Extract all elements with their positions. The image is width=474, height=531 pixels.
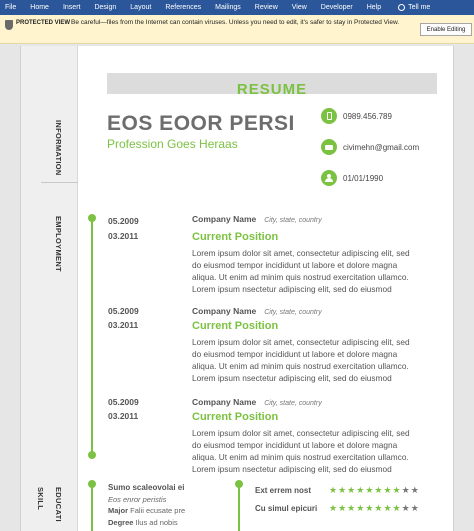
contact-phone [321,108,392,124]
candidate-profession: Profession Goes Heraas [107,137,238,151]
section-label-skill: SKILL [36,487,45,511]
job-description-line: aliqua. Ut enim ad minim quis nostrud exercitation ullamco. [192,272,409,282]
star-icon: ★ [356,485,365,495]
job-description-line: do eiusmod tempor incididunt ut labore et dolore magna [192,440,398,450]
education-degree [108,518,178,527]
section-label-information: INFORMATION [54,120,63,176]
job-company-name: Company Name [192,397,257,407]
star-icon: ★ [365,503,374,513]
tab-design[interactable]: Design [94,4,117,11]
star-icon: ★ [392,485,401,495]
education-major [108,506,185,515]
star-icon: ★ [401,485,410,495]
job-description-line: do eiusmod tempor incididunt ut labore et dolore magna [192,349,398,359]
job-start-date: 05.2009 [108,397,139,407]
job-description [192,247,437,295]
star-icon: ★ [329,503,338,513]
job-end-date: 03.2011 [108,231,139,241]
star-icon: ★ [356,503,365,513]
resume-heading-bar [107,73,437,94]
employment-timeline [91,218,93,456]
star-icon: ★ [338,503,347,513]
tab-help[interactable]: Help [366,4,382,11]
job-end-date: 03.2011 [108,411,139,421]
star-icon: ★ [365,485,374,495]
star-icon: ★ [347,485,356,495]
star-icon: ★ [374,485,383,495]
education-school: Sumo scaleovolai ei [108,483,185,492]
candidate-name: EOS EOOR PERSI [107,112,295,135]
timeline-dot [88,451,96,459]
skill-rating [329,486,419,495]
star-icon: ★ [338,485,347,495]
education-subtitle: Eos enror peristis [108,495,167,504]
timeline-dot [88,214,96,222]
star-icon: ★ [401,503,410,513]
job-position: Current Position [192,231,279,243]
job-description-line: Lorem ipsum nsectetur adipiscing elit, sed do eiusmod [192,464,392,474]
star-icon: ★ [410,503,419,513]
education-major-label: Major [108,506,129,515]
shield-icon [5,20,13,30]
section-label-education: EDUCATI [54,487,63,522]
skill-name: Cu simul epicuri [255,504,318,513]
contact-email-text: civimehn@gmail.com [343,142,420,152]
contact-birthdate-text: 01/01/1990 [343,173,384,183]
job-description-line: Lorem ipsum dolor sit amet, consectetur adipiscing elit, sed [192,428,410,438]
tab-home[interactable]: Home [30,4,49,11]
protected-view-message: Be careful—files from the Internet can contain viruses. Unless you need to edit, it's safer to stay in Protected View. [71,19,400,26]
star-icon: ★ [392,503,401,513]
education-timeline [91,483,93,531]
education-degree-label: Degree [108,518,134,527]
protected-view-title: PROTECTED VIEW [16,20,71,26]
contact-email [321,139,419,155]
lightbulb-icon [398,4,405,11]
job-position: Current Position [192,411,279,423]
contact-phone-text: 0989.456.789 [343,111,392,121]
skill-name: Ext errem nost [255,486,312,495]
job-description-line: do eiusmod tempor incididunt ut labore et dolore magna [192,260,398,270]
job-company [192,214,322,224]
job-company [192,306,322,316]
section-label-employment: EMPLOYMENT [54,216,63,272]
tell-me-search[interactable] [398,4,430,11]
tab-references[interactable]: References [165,4,202,11]
job-start-date: 05.2009 [108,216,139,226]
job-description-line: aliqua. Ut enim ad minim quis nostrud exercitation ullamco. [192,452,409,462]
star-icon: ★ [347,503,356,513]
star-icon: ★ [383,485,392,495]
job-location: City, state, country [264,309,322,316]
star-icon: ★ [329,485,338,495]
education-major-value: Falii ecusate pre [130,506,186,515]
job-description-line: aliqua. Ut enim ad minim quis nostrud exercitation ullamco. [192,361,409,371]
timeline-dot [88,480,96,488]
tab-insert[interactable]: Insert [62,4,81,11]
job-location: City, state, country [264,400,322,407]
job-location: City, state, country [264,217,322,224]
tab-layout[interactable]: Layout [130,4,152,11]
tab-mailings[interactable]: Mailings [215,4,241,11]
enable-editing-button[interactable]: Enable Editing [420,23,472,36]
resume-heading: RESUME [236,81,308,94]
job-description-line: Lorem ipsum dolor sit amet, consectetur adipiscing elit, sed [192,337,410,347]
job-company-name: Company Name [192,306,257,316]
tab-file[interactable]: File [5,4,17,11]
phone-icon [321,108,337,124]
contact-birthdate [321,170,383,186]
star-icon: ★ [374,503,383,513]
resume-sidebar [21,46,78,531]
star-icon: ★ [383,503,392,513]
job-description-line: Lorem ipsum nsectetur adipiscing elit, sed do eiusmod [192,373,392,383]
sidebar-divider [41,182,78,183]
job-description [192,427,437,475]
skills-timeline [238,483,240,531]
tab-view[interactable]: View [291,4,307,11]
job-description [192,336,437,384]
mail-icon [321,139,337,155]
job-description-line: Lorem ipsum nsectetur adipiscing elit, sed do eiusmod [192,284,392,294]
job-description-line: Lorem ipsum dolor sit amet, consectetur adipiscing elit, sed [192,248,410,258]
user-icon [321,170,337,186]
skill-rating [329,504,419,513]
job-end-date: 03.2011 [108,320,139,330]
document-page [20,46,454,531]
tell-me-label: Tell me [408,4,431,11]
job-company [192,397,322,407]
job-start-date: 05.2009 [108,306,139,316]
tab-review[interactable]: Review [254,4,278,11]
tab-developer[interactable]: Developer [320,4,353,11]
job-company-name: Company Name [192,214,257,224]
education-degree-value: Ilus ad nobis [135,518,178,527]
ribbon-tabs [0,0,474,15]
job-position: Current Position [192,320,279,332]
star-icon: ★ [410,485,419,495]
timeline-dot [235,480,243,488]
protected-view-bar [0,15,474,44]
